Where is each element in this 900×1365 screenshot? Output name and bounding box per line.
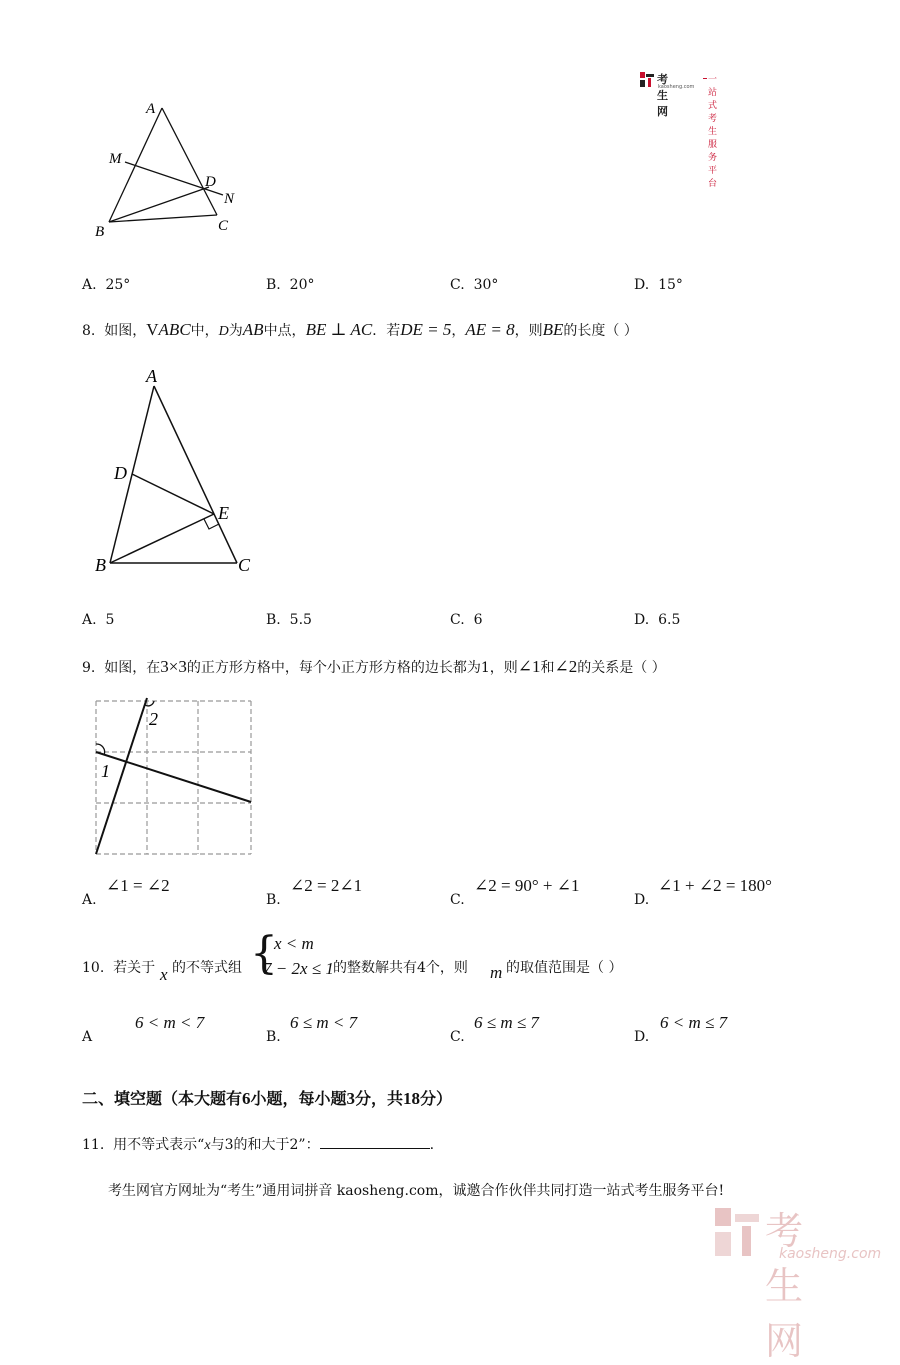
option-text: 5 — [105, 612, 115, 628]
logo-mark-icon — [640, 72, 654, 87]
option-letter: C. — [450, 1029, 465, 1045]
option-letter: A. — [82, 612, 97, 628]
option-letter: C. — [450, 892, 465, 908]
q9-text: 和 — [540, 660, 555, 676]
q8-ab: AB — [242, 320, 264, 339]
q7-figure — [85, 95, 255, 245]
q10-stem-tail — [333, 958, 468, 978]
q8-text: 中， — [190, 323, 219, 339]
q8-de: DE = 5 — [400, 320, 452, 339]
q7-option-b[interactable] — [266, 277, 314, 293]
option-text: 6 < m ≤ 7 — [660, 1013, 728, 1032]
q10-brace: { — [250, 928, 278, 979]
q8-label-c: C — [238, 555, 251, 575]
q8-label-d: D — [114, 463, 127, 483]
option-letter: A. — [82, 892, 97, 908]
q11-stem: 11. 用不等式表示“x与3的和大于2”： . — [82, 1134, 434, 1156]
q9-grid-size: 3×3 — [160, 657, 187, 676]
option-text: 5.5 — [289, 612, 312, 628]
q9-label-1: 1 — [101, 761, 110, 781]
q8-segment-de — [132, 474, 214, 514]
q10-four: 4 — [417, 960, 426, 976]
q9-line-shallow — [96, 752, 251, 802]
q9-text: 如图，在 — [104, 660, 161, 676]
q10-ineq2: 7 − 2x ≤ 1 — [263, 959, 334, 978]
q11-number: 11. — [82, 1137, 105, 1153]
q9-text: 的正方形方格中，每个小正方形方格的边长都为 — [186, 660, 481, 676]
q7-side-ac — [162, 108, 217, 215]
q9-figure — [90, 695, 260, 860]
q8-option-b[interactable] — [266, 612, 312, 628]
q8-text: ，则 — [514, 323, 543, 339]
q10-text: 的不等式组 — [172, 960, 242, 976]
option-text: 6 ≤ m ≤ 7 — [474, 1013, 539, 1032]
q9-angle2: ∠2 — [554, 657, 578, 676]
option-text: 6.5 — [658, 612, 681, 628]
q8-text: 为 — [228, 323, 243, 339]
logo-slogan: 一站式考生服务平台 — [708, 75, 718, 189]
q8-option-c[interactable] — [450, 612, 483, 628]
option-letter: D. — [634, 892, 650, 908]
option-text: ∠1 = ∠2 — [106, 876, 170, 895]
q10-ineq1: x < m — [274, 934, 314, 953]
q8-d: D — [218, 324, 229, 339]
option-letter: B. — [266, 892, 281, 908]
q9-angle1: ∠1 — [517, 657, 541, 676]
q9-text: ，则 — [489, 660, 518, 676]
q7-option-c[interactable] — [450, 277, 498, 293]
q8-label-a: A — [146, 366, 157, 386]
option-letter: C. — [450, 277, 465, 293]
q7-label-b: B — [95, 224, 105, 240]
q7-option-a[interactable] — [82, 277, 130, 293]
q10-var-m: m — [490, 963, 503, 982]
q10-var-x: x — [160, 965, 168, 984]
option-letter: D. — [634, 277, 650, 293]
q8-perp: BE ⊥ AC — [305, 320, 373, 339]
option-text: 6 ≤ m < 7 — [290, 1013, 358, 1032]
q8-text: 如图， — [104, 323, 147, 339]
q8-segment-be — [110, 514, 214, 563]
option-text: 6 — [473, 612, 483, 628]
q7-label-m: M — [109, 151, 122, 167]
q7-label-a: A — [146, 101, 156, 117]
q8-text: ．若 — [372, 323, 401, 339]
option-letter: A. — [82, 277, 97, 293]
q8-text: ， — [451, 323, 466, 339]
option-text: 6 < m < 7 — [135, 1013, 205, 1032]
q9-label-2: 2 — [149, 709, 158, 729]
option-letter: D. — [634, 612, 650, 628]
option-text: 15° — [658, 277, 683, 293]
section2-heading: 二、填空题（本大题有6小题，每小题3分，共18分） — [82, 1089, 453, 1108]
logo-name: 考生网 — [657, 73, 668, 118]
option-letter: B. — [266, 277, 281, 293]
q8-triangle-symbol: V — [146, 320, 159, 339]
q7-option-d[interactable] — [634, 277, 683, 293]
option-letter: B. — [266, 612, 281, 628]
q8-label-b: B — [95, 555, 106, 575]
q8-figure — [88, 362, 268, 582]
q8-text: 的长度（ ） — [563, 323, 638, 339]
q8-text: 中点， — [263, 323, 306, 339]
option-letter: A — [82, 1029, 93, 1045]
q8-number: 8. — [82, 323, 96, 339]
q8-abc: ABC — [158, 320, 191, 339]
option-letter: D. — [634, 1029, 650, 1045]
q10-text: 个，则 — [425, 960, 468, 976]
q8-option-d[interactable] — [634, 612, 680, 628]
option-text: ∠2 = 2∠1 — [290, 876, 363, 895]
q9-number: 9. — [82, 660, 96, 676]
q7-label-n: N — [224, 191, 235, 207]
footer-text: 考生网官方网址为“考生”通用词拼音 kaosheng.com，诚邀合作伙伴共同打造一站式考生服务平台! — [108, 1183, 725, 1199]
q10-text: 若关于 — [113, 960, 156, 976]
option-letter: B. — [266, 1029, 281, 1045]
q9-text: 的关系是（ ） — [577, 660, 666, 676]
option-text: 20° — [289, 277, 315, 293]
watermark-domain: kaosheng.com — [779, 1246, 882, 1262]
option-letter: C. — [450, 612, 465, 628]
q8-stem — [82, 320, 638, 342]
q7-label-d: D — [205, 174, 216, 190]
watermark-mark-icon — [715, 1208, 759, 1256]
q8-ae: AE = 8 — [465, 320, 515, 339]
q11-answer-blank[interactable] — [320, 1134, 430, 1149]
logo-domain: kaosheng.com — [658, 84, 695, 90]
q8-option-a[interactable] — [82, 612, 114, 628]
q10-number: 10. — [82, 960, 105, 976]
q9-stem — [82, 657, 666, 678]
q8-be: BE — [542, 320, 564, 339]
q10-stem — [82, 958, 155, 978]
option-text: 25° — [105, 277, 131, 293]
q9-one: 1 — [480, 660, 490, 676]
watermark-name: 考生网 — [765, 1209, 806, 1363]
option-text: ∠2 = 90° + ∠1 — [474, 876, 580, 895]
logo-divider — [703, 78, 707, 79]
q10-text: 的取值范围是（ ） — [506, 960, 623, 976]
q8-label-e: E — [218, 503, 229, 523]
option-text: 30° — [473, 277, 499, 293]
q7-label-c: C — [218, 218, 229, 234]
q10-text: 的整数解共有 — [333, 960, 417, 976]
option-text: ∠1 + ∠2 = 180° — [658, 876, 772, 895]
